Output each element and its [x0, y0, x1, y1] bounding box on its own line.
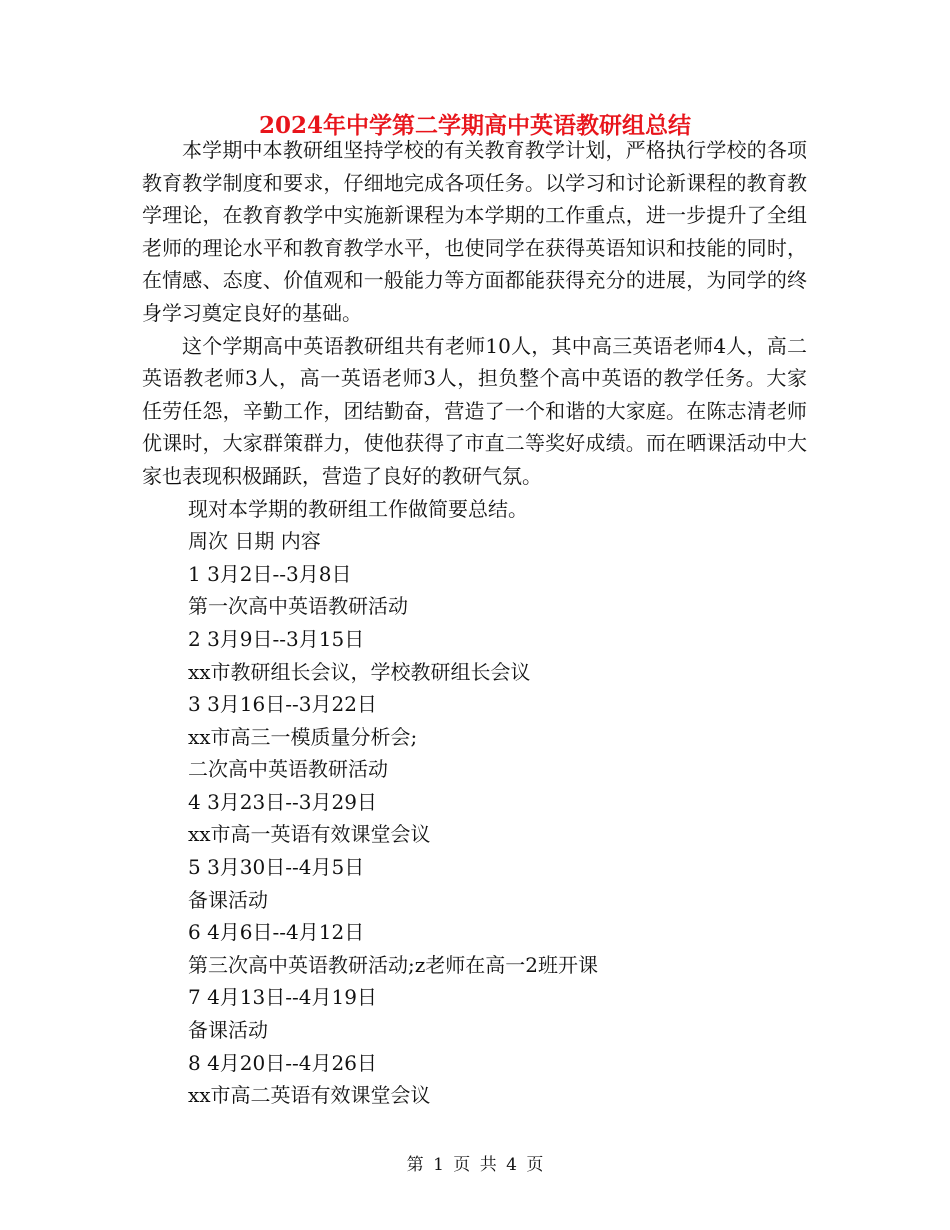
schedule-week-line: 6 4月6日--4月12日 — [188, 920, 365, 945]
schedule-week-line: 5 3月30日--4月5日 — [188, 855, 365, 880]
schedule-content-line: 备课活动 — [188, 887, 268, 912]
schedule-content-line: xx市高三一模质量分析会; — [188, 724, 418, 749]
document-title: 2024年中学第二学期高中英语教研组总结 — [258, 112, 691, 139]
schedule-week-line: 4 3月23日--3月29日 — [188, 789, 377, 814]
schedule-week-line: 3 3月16日--3月22日 — [188, 692, 377, 717]
schedule-header-line: 周次 日期 内容 — [188, 529, 321, 554]
schedule-week-line: 2 3月9日--3月15日 — [188, 626, 365, 651]
staff-paragraph: 这个学期高中英语教研组共有老师10人，其中高三英语老师4人，高二英语教老师3人，高一英语老师3人，担负整个高中英语的教学任务。大家任劳任怨，辛勤工作，团结勤奋，营造了一个和谐的大家庭。在陈志清老师优课时，大家群策群力，使他获得了市直二等奖好成绩。而在晒课活动中大家也表现积极踊跃，营造了良好的教研气氛。 — [142, 333, 807, 488]
schedule-content-line: xx市高一英语有效课堂会议 — [188, 822, 431, 847]
intro-paragraph: 本学期中本教研组坚持学校的有关教育教学计划，严格执行学校的各项教育教学制度和要求，仔细地完成各项任务。以学习和讨论新课程的教育教学理论，在教育教学中实施新课程为本学期的工作重点，进一步提升了全组老师的理论水平和教育教学水平，也使同学在获得英语知识和技能的同时，在情感、态度、价值观和一般能力等方面都能获得充分的进展，为同学的终身学习奠定良好的基础。 — [142, 138, 807, 325]
document-body — [142, 134, 807, 1112]
schedule-content-line: 第三次高中英语教研活动;z老师在高一2班开课 — [188, 952, 598, 977]
schedule-week-line: 7 4月13日--4月19日 — [188, 985, 377, 1010]
schedule-content-line: xx市高二英语有效课堂会议 — [188, 1083, 431, 1108]
schedule-content-line: xx市教研组长会议，学校教研组长会议 — [188, 659, 531, 684]
schedule-content-line: 二次高中英语教研活动 — [188, 757, 388, 782]
schedule-week-line: 8 4月20日--4月26日 — [188, 1050, 377, 1075]
schedule-content-line: 第一次高中英语教研活动 — [188, 594, 408, 619]
schedule-content-line: 备课活动 — [188, 1018, 268, 1043]
summary-intro-line: 现对本学期的教研组工作做简要总结。 — [188, 496, 528, 521]
page-number-footer: 第 1 页 共 4 页 — [406, 1155, 544, 1175]
schedule-week-line: 1 3月2日--3月8日 — [188, 561, 352, 586]
